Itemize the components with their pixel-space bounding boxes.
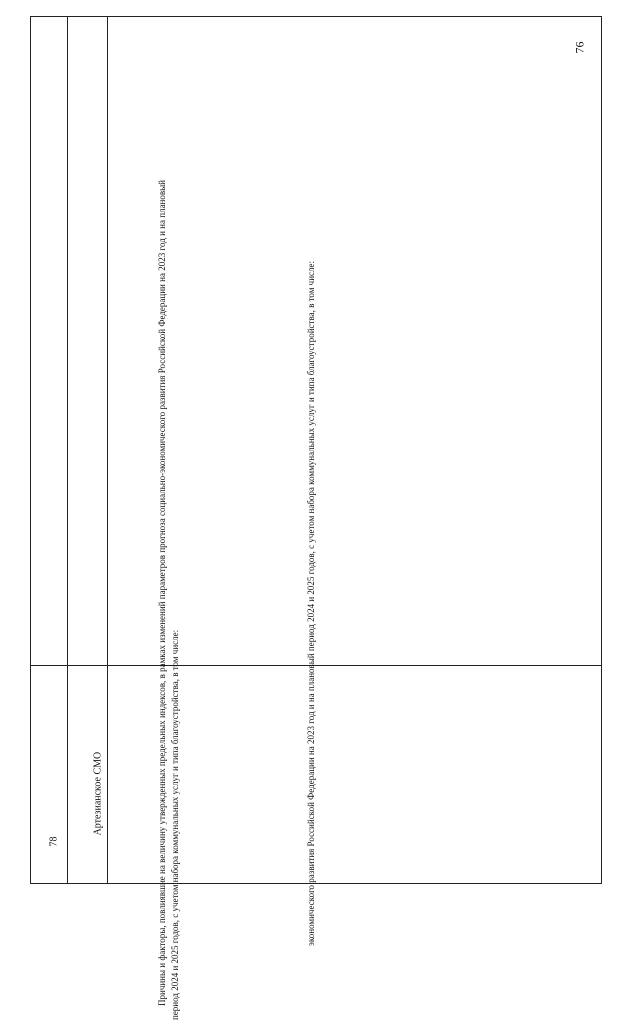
upper-cell-fragment: экономического развития Российской Федерации на 2023 год и на плановый период 2024 и 2025 годов, с учетом набора коммунальных услуг и типа благоустройства, в том числе: xyxy=(306,261,316,946)
row-number: 78 xyxy=(48,836,60,847)
column-divider xyxy=(67,17,68,883)
page-number: 76 xyxy=(572,41,587,54)
lower-cell-text xyxy=(156,180,496,1020)
column-divider xyxy=(107,17,108,883)
lower-cell-fragment: Причины и факторы, повлиявшие на величину утвержденных предельных индексов, в рамках изменений параметров прогноза социально-экономического развития Российской Федерации на 2023 год и на плановый период 2024 и 2025 годов, с учетом набора коммунальных услуг и типа благоустройства, в том числе: xyxy=(157,180,180,1020)
municipality-name: Артезианское СМО xyxy=(92,751,104,836)
